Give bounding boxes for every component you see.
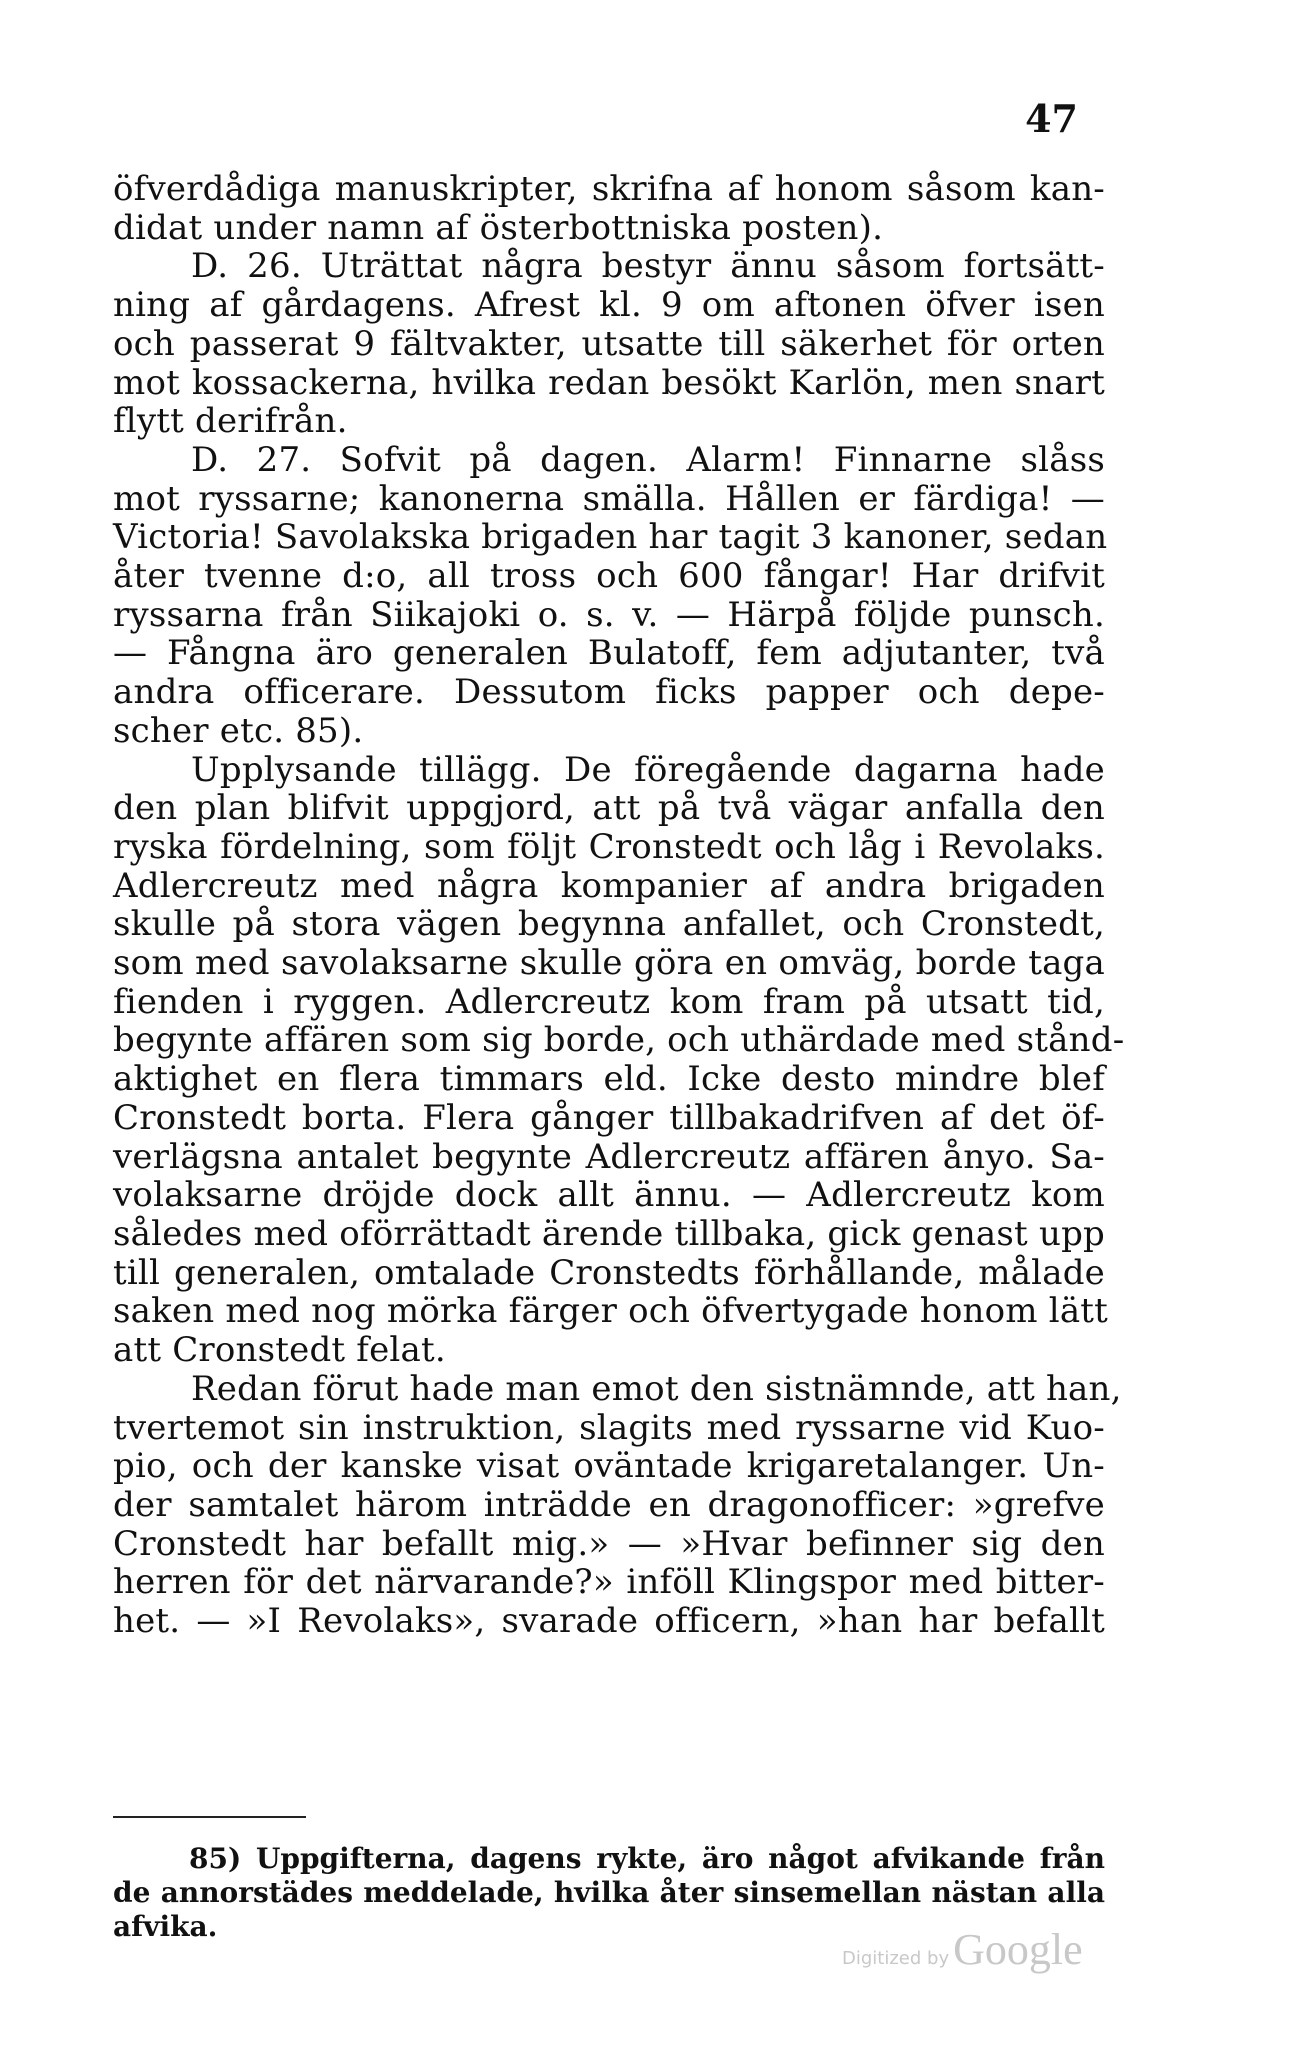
text-line: saken med nog mörka färger och öfvertygade honom lätt: [113, 1291, 1109, 1332]
text-line: skulle på stora vägen begynna anfallet, och Cronstedt,: [113, 904, 1105, 945]
text-line: Adlercreutz med några kompanier af andra brigaden: [113, 865, 1105, 906]
page-number: 47: [1025, 96, 1078, 141]
text-line: D. 27. Sofvit på dagen. Alarm! Finnarne slåss: [191, 439, 1105, 480]
text-line: ning af gårdagens. Afrest kl. 9 om aftonen öfver isen: [113, 285, 1105, 326]
text-line: ryska fördelning, som följt Cronstedt och låg i Revolaks.: [113, 826, 1105, 867]
text-line: således med oförrättadt ärende tillbaka, gick genast upp: [113, 1213, 1105, 1254]
footnote-line: afvika.: [113, 1910, 218, 1943]
footnote-line: de annorstädes meddelade, hvilka åter sinsemellan nästan alla: [113, 1876, 1105, 1909]
text-line: didat under namn af österbottniska posten).: [113, 207, 884, 248]
text-line: volaksarne dröjde dock allt ännu. — Adlercreutz kom: [113, 1175, 1105, 1216]
text-line: flytt derifrån.: [113, 401, 348, 442]
text-line: till generalen, omtalade Cronstedts förhållande, målade: [113, 1252, 1105, 1293]
text-line: att Cronstedt felat.: [113, 1330, 446, 1371]
text-line: scher etc. 85).: [113, 710, 364, 751]
body-text: [113, 169, 1125, 1642]
text-line: mot ryssarne; kanonerna smälla. Hållen er färdiga! —: [113, 478, 1105, 519]
text-line: der samtalet härom inträdde en dragonofficer: »grefve: [113, 1484, 1105, 1525]
text-line: aktighet en flera timmars eld. Icke desto mindre blef: [113, 1059, 1105, 1100]
text-line: tvertemot sin instruktion, slagits med ryssarne vid Kuo-: [113, 1407, 1105, 1448]
text-line: Victoria! Savolakska brigaden har tagit 3 kanoner, sedan: [113, 517, 1108, 558]
text-line: den plan blifvit uppgjord, att på två vägar anfalla den: [113, 788, 1105, 829]
text-line: begynte affären som sig borde, och uthärdade med stånd-: [113, 1020, 1125, 1061]
text-line: D. 26. Uträttat några bestyr ännu såsom fortsätt-: [191, 246, 1105, 287]
text-line: — Fångna äro generalen Bulatoff, fem adjutanter, två: [113, 633, 1105, 674]
text-line: fienden i ryggen. Adlercreutz kom fram på utsatt tid,: [113, 981, 1105, 1022]
text-line: åter tvenne d:o, all tross och 600 fångar! Har drifvit: [113, 556, 1105, 597]
text-line: öfverdådiga manuskripter, skrifna af honom såsom kan-: [113, 169, 1105, 209]
footnote-divider: [113, 1816, 306, 1818]
text-line: herren för det närvarande?» inföll Klingspor med bitter-: [113, 1562, 1105, 1603]
text-line: andra officerare. Dessutom ficks papper och depe-: [113, 672, 1105, 713]
digitized-watermark: [842, 1924, 1083, 1975]
text-line: och passerat 9 fältvakter, utsatte till säkerhet för orten: [113, 323, 1105, 364]
text-line: som med savolaksarne skulle göra en omväg, borde taga: [113, 943, 1105, 984]
google-logo: Google: [953, 1925, 1083, 1974]
text-line: Redan förut hade man emot den sistnämnde, att han,: [191, 1368, 1122, 1409]
text-line: Upplysande tillägg. De föregående dagarna hade: [191, 749, 1105, 790]
text-line: Cronstedt har befallt mig.» — »Hvar befinner sig den: [113, 1523, 1105, 1564]
text-line: ryssarna från Siikajoki o. s. v. — Härpå följde punsch.: [113, 594, 1105, 635]
text-line: mot kossackerna, hvilka redan besökt Karlön, men snart: [113, 362, 1105, 403]
text-line: verlägsna antalet begynte Adlercreutz affären ånyo. Sa-: [113, 1136, 1105, 1177]
footnote-line: 85) Uppgifterna, dagens rykte, äro något afvikande från: [189, 1842, 1105, 1875]
text-line: pio, och der kanske visat oväntade krigaretalanger. Un-: [113, 1446, 1105, 1487]
text-line: Cronstedt borta. Flera gånger tillbakadrifven af det öf-: [113, 1097, 1105, 1138]
text-line: het. — »I Revolaks», svarade officern, »han har befallt: [113, 1601, 1105, 1642]
watermark-prefix: Digitized by: [842, 1948, 950, 1969]
